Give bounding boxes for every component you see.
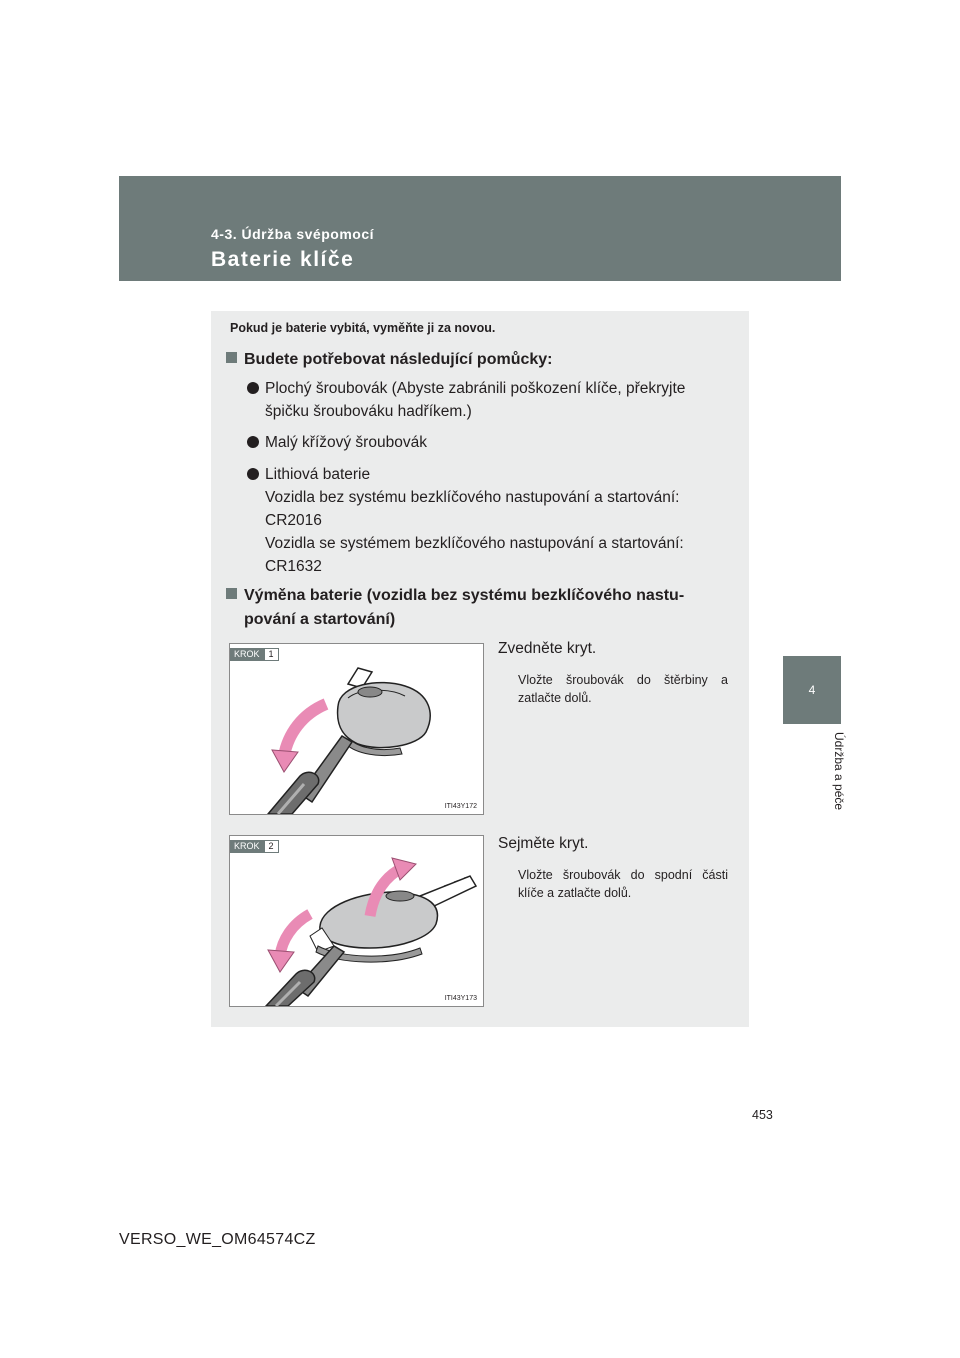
step-badge: KROK 1 (230, 648, 279, 661)
square-bullet-icon (226, 588, 237, 599)
step-1-text (498, 639, 728, 707)
step-2-figure (229, 835, 484, 1007)
list-item: Malý křížový šroubovák (247, 431, 729, 454)
bullet-dot-icon (247, 468, 259, 480)
key-remove-cover-illustration (230, 836, 483, 1006)
section-label: 4-3. Údržba svépomocí (211, 226, 374, 242)
list-item: Plochý šroubovák (Abyste zabránili poškození klíče, překryjte špičku šroubováku hadříkem.) (247, 377, 729, 423)
step-description: Vložte šroubovák do štěrbiny a zatlačte dolů. (518, 673, 728, 705)
chapter-tab (783, 656, 841, 724)
step-2-text (498, 834, 728, 902)
replace-heading: Výměna baterie (vozidla bez systému bezklíčového nastu- pování a startování) (226, 584, 730, 632)
square-bullet-icon (226, 352, 237, 363)
bullet-dot-icon (247, 436, 259, 448)
key-open-cover-illustration (230, 644, 483, 814)
page-header (119, 176, 841, 281)
chapter-label: Údržba a péče (832, 732, 846, 811)
step-description: Vložte šroubovák do spodní části klíče a zatlačte dolů. (518, 868, 728, 900)
page-title: Baterie klíče (211, 248, 355, 271)
step-title: Sejměte kryt. (498, 835, 589, 852)
document-code: VERSO_WE_OM64574CZ (119, 1231, 316, 1248)
intro-text: Pokud je baterie vybitá, vyměňte ji za novou. (230, 321, 496, 335)
figure-code: ITI43Y173 (444, 995, 477, 1002)
figure-code: ITI43Y172 (444, 803, 477, 810)
step-1-figure (229, 643, 484, 815)
content-box (211, 311, 749, 1027)
step-badge: KROK 2 (230, 840, 279, 853)
page-number: 453 (752, 1108, 773, 1122)
chapter-number: 4 (808, 683, 816, 697)
list-item: Lithiová baterie Vozidla bez systému bezklíčového nastupování a startování: CR2016 Vozidla se systémem bezklíčového nastupování a startování: CR1632 (247, 463, 729, 578)
tools-heading: Budete potřebovat následující pomůcky: (226, 348, 730, 372)
step-title: Zvedněte kryt. (498, 640, 597, 657)
bullet-dot-icon (247, 382, 259, 394)
